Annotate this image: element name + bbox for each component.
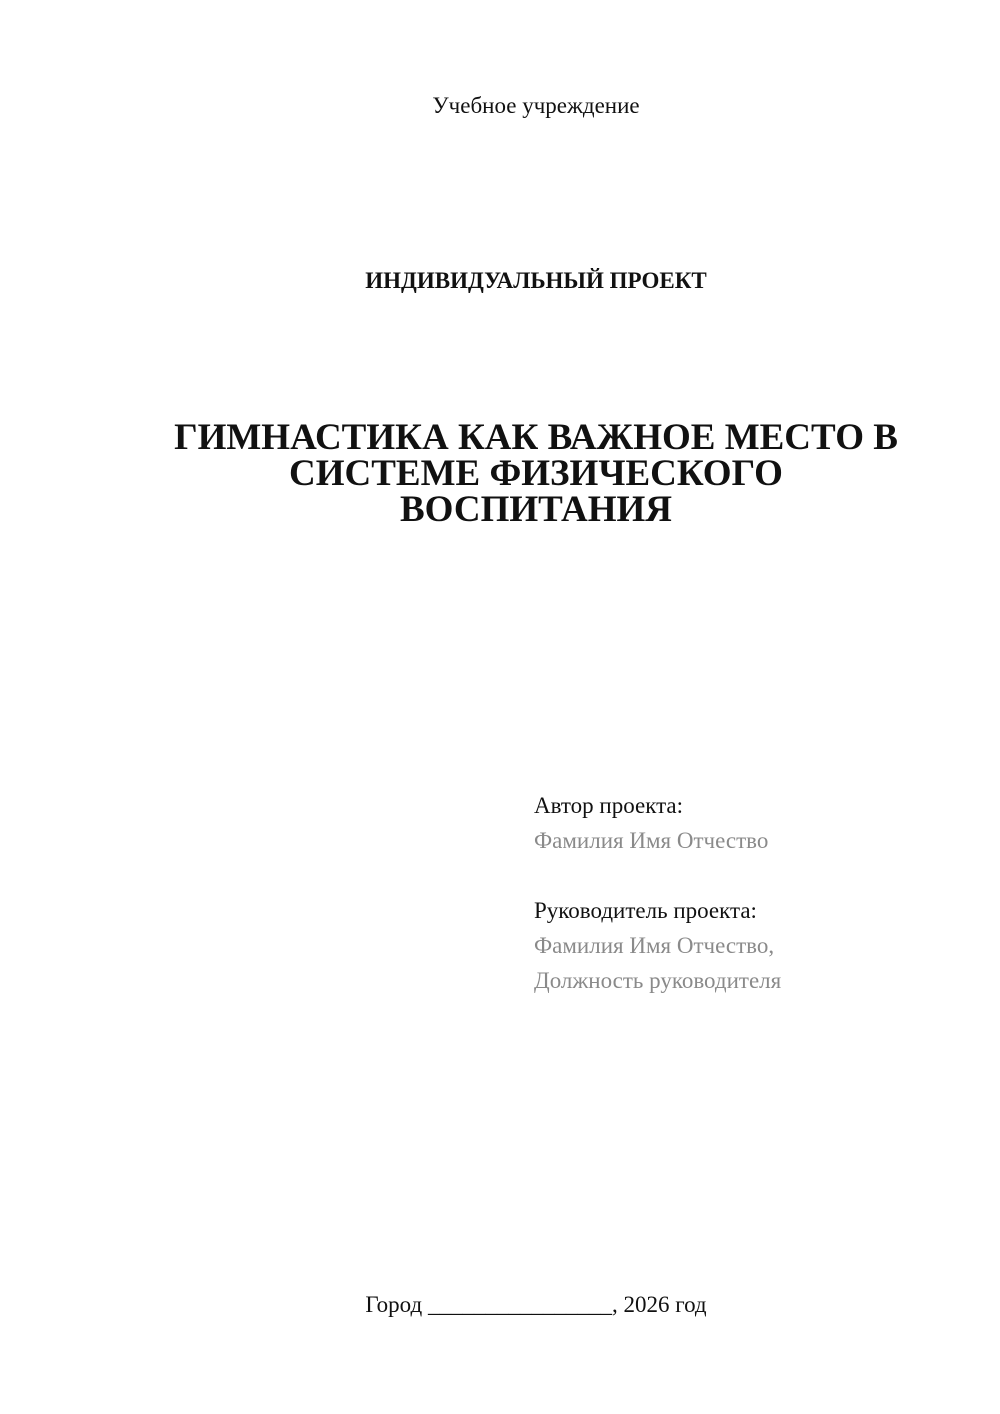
institution-name: Учебное учреждение xyxy=(432,93,640,118)
city-year-footer: Город ________________, 2026 год xyxy=(365,1292,707,1317)
title-line: ГИМНАСТИКА КАК ВАЖНОЕ МЕСТО В xyxy=(174,417,898,458)
spacer xyxy=(534,858,974,893)
document-type: ИНДИВИДУАЛЬНЫЙ ПРОЕКТ xyxy=(365,268,707,293)
supervisor-position: Должность руководителя xyxy=(534,968,782,993)
supervisor-label: Руководитель проекта: xyxy=(534,898,757,923)
project-info xyxy=(534,788,974,998)
document-title xyxy=(150,417,922,530)
title-line: ВОСПИТАНИЯ xyxy=(399,489,673,530)
author-label: Автор проекта: xyxy=(534,793,683,818)
title-line: СИСТЕМЕ ФИЗИЧЕСКОГО xyxy=(289,453,783,494)
author-name: Фамилия Имя Отчество xyxy=(534,828,769,853)
supervisor-name: Фамилия Имя Отчество, xyxy=(534,933,775,958)
